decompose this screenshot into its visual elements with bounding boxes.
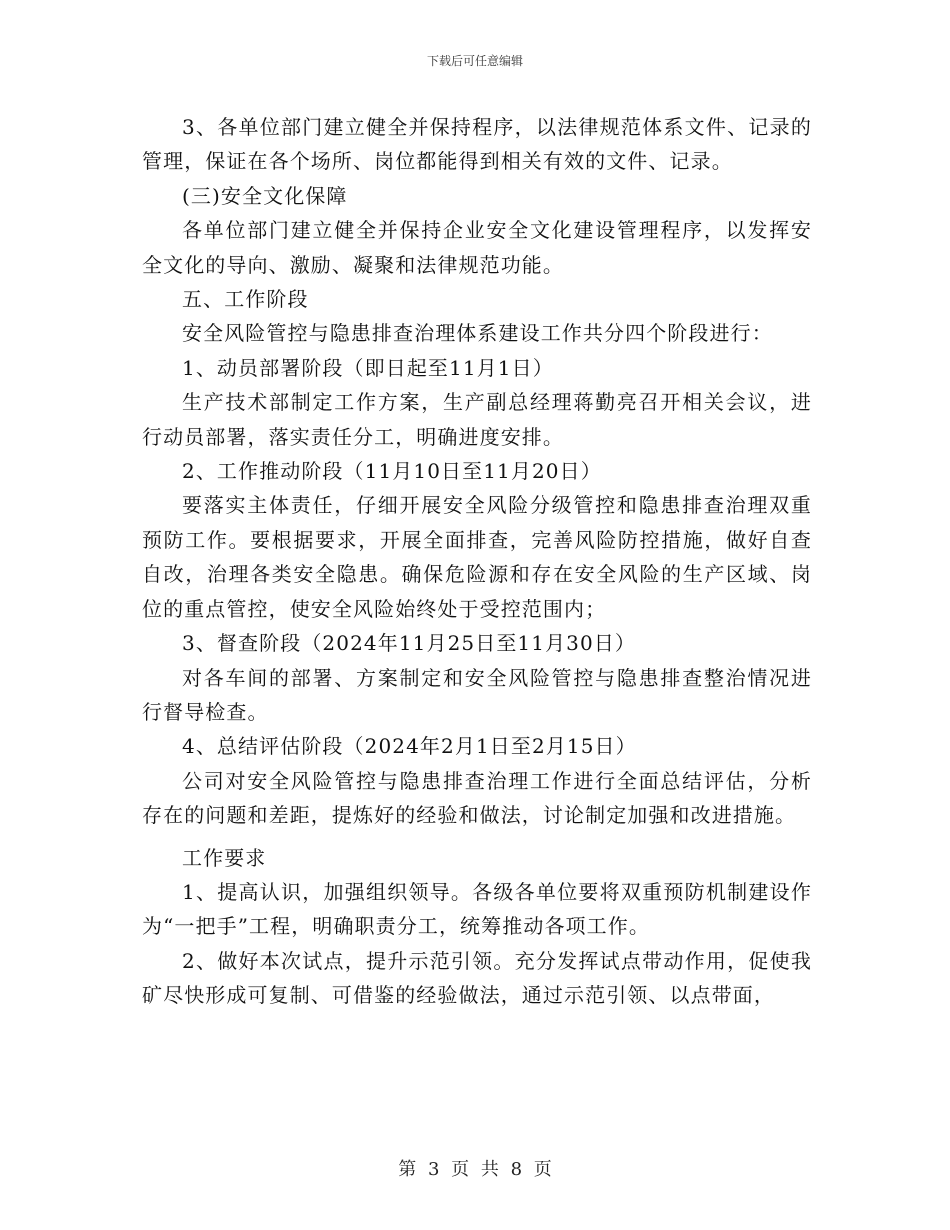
paragraph-stage-1: 生产技术部制定工作方案，生产副总经理蒋勤亮召开相关会议，进行动员部署，落实责任分工，明确进度安排。: [142, 390, 812, 449]
section-heading-work-stages: 五、工作阶段: [182, 287, 309, 312]
paragraph-stage-4: 公司对安全风险管控与隐患排查治理工作进行全面总结评估，分析存在的问题和差距，提炼好的经验和做法，讨论制定加强和改进措施。: [142, 768, 812, 828]
stage-heading-4: 4、总结评估阶段（2024年2月1日至2月15日）: [182, 734, 637, 759]
page-header: 下载后可任意编辑: [426, 54, 523, 68]
paragraph-stage-3: 对各车间的部署、方案制定和安全风险管控与隐患排查整治情况进行督导检查。: [142, 665, 812, 724]
stage-heading-3: 3、督查阶段（2024年11月25日至11月30日）: [182, 631, 637, 656]
stage-heading-2: 2、工作推动阶段（11月10日至11月20日）: [182, 459, 602, 484]
section-heading-work-requirements: 工作要求: [182, 845, 267, 870]
paragraph-stages-intro: 安全风险管控与隐患排查治理体系建设工作共分四个阶段进行：: [182, 321, 773, 346]
paragraph-requirement-1: 1、提高认识，加强组织领导。各级各单位要将双重预防机制建设作为“一把手”工程，明确职责分工，统筹推动各项工作。: [142, 879, 812, 939]
section-heading-safety-culture: (三)安全文化保障: [182, 183, 348, 208]
paragraph-safety-culture: 各单位部门建立健全并保持企业安全文化建设管理程序，以发挥安全文化的导向、激励、凝聚和法律规范功能。: [142, 218, 812, 277]
stage-heading-1: 1、动员部署阶段（即日起至11月1日）: [182, 355, 554, 380]
paragraph-requirement-2: 2、做好本次试点，提升示范引领。充分发挥试点带动作用，促使我矿尽快形成可复制、可借鉴的经验做法，通过示范引领、以点带面，: [142, 948, 812, 1008]
paragraph-stage-2: 要落实主体责任，仔细开展安全风险分级管控和隐患排查治理双重预防工作。要根据要求，开展全面排查，完善风险防控措施，做好自查自改，治理各类安全隐患。确保危险源和存在安全风险的生产区域、岗位的重点管控，使安全风险始终处于受控范围内；: [142, 493, 812, 621]
page-number-footer: 第 3 页 共 8 页: [398, 1159, 552, 1180]
paragraph-records-management: 3、各单位部门建立健全并保持程序，以法律规范体系文件、记录的管理，保证在各个场所、岗位都能得到相关有效的文件、记录。: [142, 115, 812, 174]
document-body: [142, 110, 812, 1013]
